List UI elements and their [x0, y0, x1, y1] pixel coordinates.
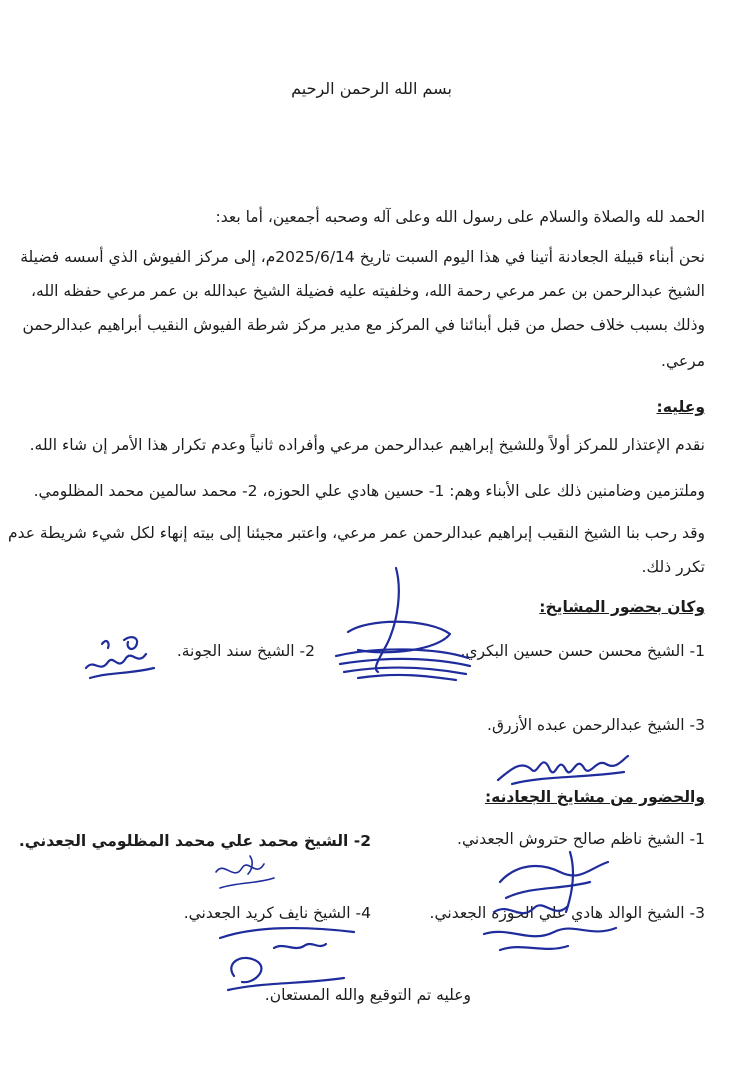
jaadna-item-2: 2- الشيخ محمد علي محمد المظلومي الجعدني. [18, 832, 371, 850]
signature-albakri [318, 560, 478, 690]
sheikh-item-3: 3- الشيخ عبدالرحمن عبده الأزرق. [487, 716, 705, 734]
therefore-heading: وعليه: [656, 398, 705, 416]
jaadna-item-3: 3- الشيخ الوالد هادي علي الحوزه الجعدني. [429, 904, 705, 922]
jaadna-item-4: 4- الشيخ نايف كريد الجعدني. [183, 904, 371, 922]
signature-almazloumi [210, 852, 280, 898]
intro-line-1: نحن أبناء قبيلة الجعادنة أتينا في هذا اليوم السبت تاريخ 2025/6/14م، إلى مركز الفيوش الذي أسسه فضيلة [20, 248, 705, 266]
welcome-line-2: تكرر ذلك. [641, 558, 705, 576]
welcome-line-1: وقد رحب بنا الشيخ النقيب إبراهيم عبدالرحمن عمر مرعي، واعتبر مجيئنا إلى بيته إنهاء لكل شيء شريطة عدم [8, 524, 705, 542]
signature-nayef [214, 918, 364, 998]
basmala: بسم الله الرحمن الرحيم [291, 79, 452, 98]
sheikhs-heading: وكان بحضور المشايخ: [539, 598, 705, 616]
sheikh-item-2: 2- الشيخ سند الجونة. [176, 642, 315, 660]
signature-hatroush-alhawza [470, 842, 630, 962]
jaadna-item-1: 1- الشيخ ناظم صالح حتروش الجعدني. [457, 830, 705, 848]
signature-aljawna [80, 628, 160, 688]
jaadna-heading: والحضور من مشايخ الجعادنه: [484, 788, 705, 806]
closing-line: وعليه تم التوقيع والله المستعان. [264, 986, 471, 1004]
signature-alazraq [492, 740, 632, 790]
intro-line-3: وذلك بسبب خلاف حصل من قبل أبنائنا في المركز مع مدير مركز شرطة الفيوش النقيب أبراهيم عبدالرحمن [22, 316, 705, 334]
guarantee-line: وملتزمين وضامنين ذلك على الأبناء وهم: 1- حسين هادي علي الحوزه، 2- محمد سالمين محمد المظلومي. [33, 482, 705, 500]
sheikh-item-1: 1- الشيخ محسن حسن حسين البكري. [460, 642, 705, 660]
opening-line: الحمد لله والصلاة والسلام على رسول الله وعلى آله وصحبه أجمعين، أما بعد: [215, 208, 705, 226]
intro-line-2: الشيخ عبدالرحمن بن عمر مرعي رحمة الله، وخلفيته عليه فضيلة الشيخ عبدالله بن عمر مرعي حفظه الله، [31, 282, 705, 300]
apology-line: نقدم الإعتذار للمركز أولاً وللشيخ إبراهيم عبدالرحمن مرعي وأفراده ثانياً وعدم تكرار هذا الأمر إن شاء الله. [29, 436, 705, 454]
intro-line-4: مرعي. [661, 352, 705, 370]
